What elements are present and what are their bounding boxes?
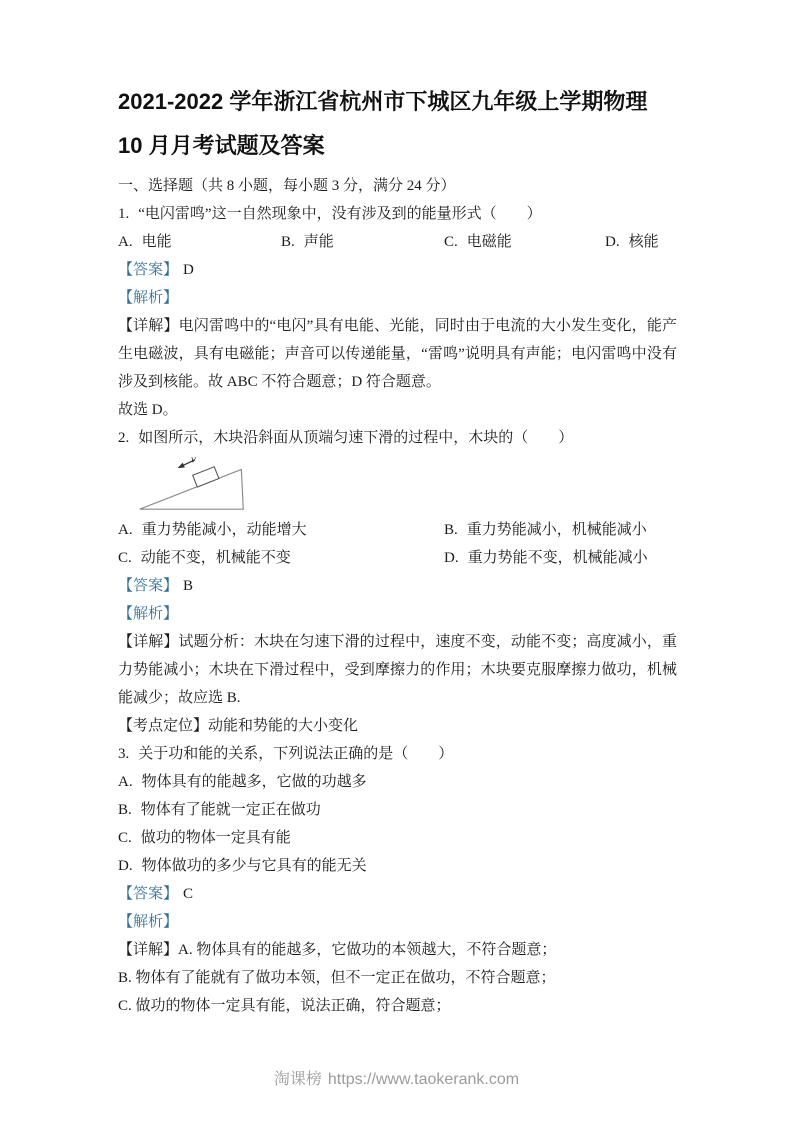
question-1	[118, 200, 677, 424]
option-c	[118, 824, 677, 852]
footer-url: https://www.taokerank.com	[327, 1071, 520, 1088]
question-3-stem	[118, 740, 677, 768]
option-label: A.	[118, 234, 133, 250]
option-label: A.	[118, 774, 133, 790]
question-2-figure	[132, 454, 677, 514]
option-text: 重力势能不变，机械能减小	[467, 550, 648, 566]
footer-site-name: 淘课榜	[273, 1071, 322, 1088]
option-c	[444, 228, 605, 256]
detail-paragraph: 【详解】电闪雷鸣中的“电闪”具有电能、光能，同时由于电流的大小发生变化，能产生电磁波，具有电磁能；声音可以传递能量，“雷鸣”说明具有声能；电闪雷鸣中没有涉及到核能。故 ABC 不符合题意；D 符合题意。	[118, 318, 677, 390]
option-a	[118, 516, 444, 544]
option-d	[605, 228, 677, 256]
option-label: C.	[118, 550, 132, 566]
question-1-options	[118, 228, 677, 256]
option-text: 物体有了能就一定正在做功	[140, 802, 321, 818]
option-d	[444, 544, 677, 572]
option-a	[118, 768, 677, 796]
option-a	[118, 228, 281, 256]
answer-value: D	[183, 262, 194, 278]
question-stem-text: 如图所示，木块沿斜面从顶端匀速下滑的过程中，木块的（ ）	[138, 430, 574, 446]
incline-figure-svg	[132, 454, 252, 514]
analysis-label: 【解析】	[118, 606, 179, 622]
option-text: 声能	[303, 234, 334, 250]
conclusion-line: 故选 D。	[118, 402, 178, 418]
question-1-stem	[118, 200, 677, 228]
option-text: 重力势能减小，动能增大	[141, 522, 307, 538]
question-2	[118, 424, 677, 740]
analysis-line	[118, 908, 677, 936]
answer-line	[118, 572, 677, 600]
detail-line-a: 【详解】A. 物体具有的能越多，它做功的本领越大，不符合题意；	[118, 942, 557, 958]
page-title: 2021-2022 学年浙江省杭州市下城区九年级上学期物理 10 月月考试题及答案	[118, 89, 648, 158]
footer-link[interactable]	[274, 1071, 519, 1088]
answer-line	[118, 256, 677, 284]
analysis-line	[118, 284, 677, 312]
velocity-label: v	[191, 454, 196, 466]
footer	[0, 1066, 793, 1089]
option-text: 物体具有的能越多，它做的功越多	[141, 774, 367, 790]
option-text: 重力势能减小，机械能减小	[466, 522, 647, 538]
question-number: 3.	[118, 746, 130, 762]
question-2-options	[118, 516, 677, 572]
question-2-stem	[118, 424, 677, 452]
incline-triangle-icon	[140, 469, 244, 509]
option-label: A.	[118, 522, 133, 538]
option-label: D.	[118, 858, 133, 874]
focus-line: 【考点定位】动能和势能的大小变化	[118, 718, 359, 734]
analysis-line	[118, 600, 677, 628]
option-label: C.	[118, 830, 132, 846]
section-header: 一、选择题（共 8 小题，每小题 3 分，满分 24 分）	[118, 178, 456, 194]
detail-line-c: C. 做功的物体一定具有能，说法正确，符合题意；	[118, 998, 451, 1014]
analysis-label: 【解析】	[118, 290, 179, 306]
option-c	[118, 544, 444, 572]
option-label: C.	[444, 234, 458, 250]
option-text: 电能	[141, 234, 172, 250]
detail-paragraph: 【详解】试题分析：木块在匀速下滑的过程中，速度不变，动能不变；高度减小，重力势能减小；木块在下滑过程中，受到摩擦力的作用；木块要克服摩擦力做功，机械能减少；故应选 B.	[118, 634, 677, 706]
option-b	[281, 228, 444, 256]
option-d	[118, 852, 677, 880]
question-number: 1.	[118, 206, 130, 222]
option-b	[444, 516, 677, 544]
option-label: D.	[444, 550, 459, 566]
answer-line	[118, 880, 677, 908]
option-label: B.	[444, 522, 458, 538]
detail-line-b: B. 物体有了能就有了做功本领，但不一定正在做功，不符合题意；	[118, 970, 556, 986]
option-text: 物体做功的多少与它具有的能无关	[141, 858, 367, 874]
wood-block-icon	[193, 467, 219, 487]
question-3	[118, 740, 677, 1020]
option-label: B.	[281, 234, 295, 250]
option-label: B.	[118, 802, 132, 818]
analysis-label: 【解析】	[118, 914, 179, 930]
option-text: 动能不变，机械能不变	[140, 550, 291, 566]
option-label: D.	[605, 234, 620, 250]
question-number: 2.	[118, 430, 130, 446]
option-text: 核能	[628, 234, 659, 250]
velocity-arrowhead-icon	[177, 463, 184, 469]
answer-label: 【答案】	[118, 262, 179, 278]
question-stem-text: 关于功和能的关系，下列说法正确的是（ ）	[138, 746, 454, 762]
answer-label: 【答案】	[118, 886, 179, 902]
option-text: 做功的物体一定具有能	[140, 830, 291, 846]
answer-value: B	[183, 578, 194, 594]
option-b	[118, 796, 677, 824]
question-stem-text: “电闪雷鸣”这一自然现象中，没有涉及到的能量形式（ ）	[138, 206, 542, 222]
option-text: 电磁能	[466, 234, 512, 250]
answer-label: 【答案】	[118, 578, 179, 594]
answer-value: C	[183, 886, 194, 902]
